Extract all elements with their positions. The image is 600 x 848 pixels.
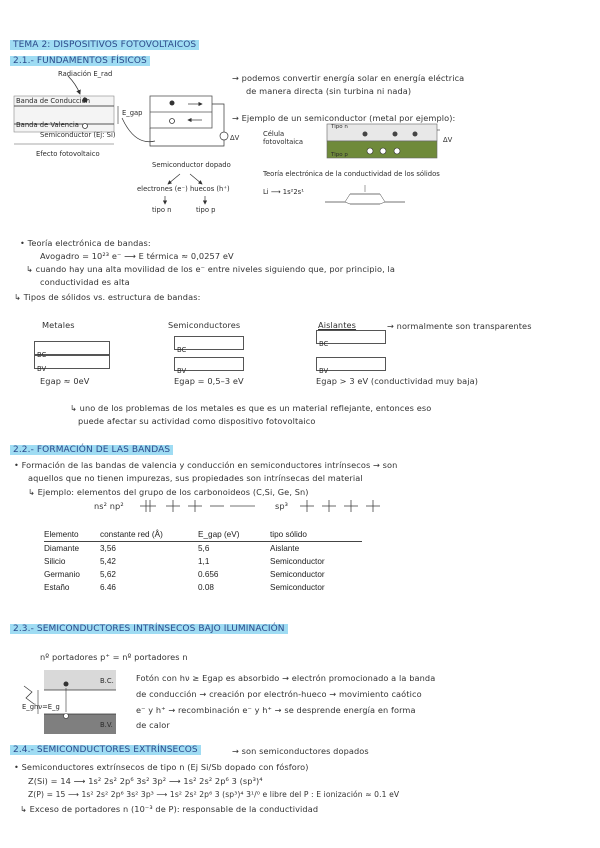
elements-table xyxy=(44,528,362,594)
table-row xyxy=(44,568,362,581)
insulators-label: Aislantes xyxy=(318,320,357,330)
cell-av-label: ΔV xyxy=(443,136,453,144)
metal-note-2: puede afectar su actividad como dispositivo fotovoltaico xyxy=(78,416,316,426)
ill-bv-label: B.V. xyxy=(100,721,113,729)
egap-label: E_gap xyxy=(122,109,143,117)
ins-bv-box: BV xyxy=(316,357,386,371)
ill-eg-label: E_g xyxy=(22,703,35,711)
semiconductor-label: Semiconductor (Ej: Si) xyxy=(40,131,116,139)
doped-label: Semiconductor dopado xyxy=(152,161,231,169)
conductivity-line: conductividad es alta xyxy=(40,277,130,287)
table-cell: 0.08 xyxy=(198,583,214,592)
table-cell: Estaño xyxy=(44,583,70,592)
semi-bc-box: BC xyxy=(174,336,244,350)
table-cell: 0.656 xyxy=(198,570,219,579)
table-cell: Semiconductor xyxy=(270,570,325,579)
table-header: Elemento xyxy=(44,528,100,542)
metal-egap: Egap ≈ 0eV xyxy=(40,376,90,386)
table-cell: Diamante xyxy=(44,544,80,553)
semiconductors-label: Semiconductores xyxy=(168,320,241,330)
table-cell: Aislante xyxy=(270,544,300,553)
s24-line2: Z(Si) = 14 ⟶ 1s² 2s² 2p⁶ 3s² 3p² ⟶ 1s² 2s² 2p⁶ 3 (sp³)⁴ xyxy=(28,776,263,786)
solid-theory-label: Teoría electrónica de la conductividad de los sólidos xyxy=(263,170,440,178)
note-example: → Ejemplo de un semiconductor (metal por ejemplo): xyxy=(232,113,456,123)
carriers-line: nº portadores p⁺ = nº portadores n xyxy=(40,652,188,662)
li-orbital-figure xyxy=(320,180,410,214)
table-header: E_gap (eV) xyxy=(198,528,270,542)
mobility-line: ↳ cuando hay una alta movilidad de los e⁻ entre niveles siguiendo que, por principio, la xyxy=(26,264,395,274)
s23-line4: de calor xyxy=(136,720,170,730)
s23-line2: de conducción → creación por electrón-hueco → movimiento caótico xyxy=(136,689,422,699)
cell-type-n: Tipo n xyxy=(331,124,348,130)
conduction-band-label: Banda de Conducción xyxy=(16,97,91,105)
type-n-label: tipo n xyxy=(152,206,172,214)
table-cell: Germanio xyxy=(44,570,80,579)
table-cell: 3,56 xyxy=(100,544,116,553)
section-2-3-title: 2.3.- SEMICONDUCTORES INTRÍNSECOS BAJO ILUMINACIÓN xyxy=(10,624,288,634)
section-2-2-title: 2.2.- FORMACIÓN DE LAS BANDAS xyxy=(10,445,173,455)
insulators-note: → normalmente son transparentes xyxy=(387,321,532,331)
metal-bc-box: BC xyxy=(34,341,110,355)
s24-line1: • Semiconductores extrínsecos de tipo n (Ej Si/Sb dopado con fósforo) xyxy=(14,762,309,772)
table-row xyxy=(44,581,362,594)
band-theory-title: • Teoría electrónica de bandas: xyxy=(20,238,151,248)
note-convert-energy: → podemos convertir energía solar en energía eléctrica xyxy=(232,73,465,83)
s23-line1: Fotón con hν ≥ Egap es absorbido → electrón promocionado a la banda xyxy=(136,673,436,683)
av-label: ΔV xyxy=(230,134,240,142)
table-cell: 5,6 xyxy=(198,544,210,553)
s22-line1: • Formación de las bandas de valencia y conducción en semiconductores intrínsecos → son xyxy=(14,460,398,470)
table-cell: Silicio xyxy=(44,557,66,566)
pv-effect-label: Efecto fotovoltaico xyxy=(36,150,100,158)
config-label: ns² np² xyxy=(94,501,124,511)
metals-label: Metales xyxy=(42,320,75,330)
type-p-label: tipo p xyxy=(196,206,216,214)
semi-bv-box: BV xyxy=(174,357,244,371)
table-cell: 6.46 xyxy=(100,583,116,592)
ins-bc-box: BC xyxy=(316,330,386,344)
semi-egap: Egap = 0,5–3 eV xyxy=(174,376,244,386)
solid-types-line: ↳ Tipos de sólidos vs. estructura de bandas: xyxy=(14,292,201,302)
ill-hv-label: hν=E_g xyxy=(34,703,60,711)
note-direct: de manera directa (sin turbina ni nada) xyxy=(246,86,412,96)
table-cell: 1,1 xyxy=(198,557,210,566)
table-cell: Semiconductor xyxy=(270,557,325,566)
avogadro-line: Avogadro = 10²³ e⁻ ⟶ E térmica ≈ 0,0257 eV xyxy=(40,251,234,261)
ill-bc-label: B.C. xyxy=(100,677,114,685)
s24-line3: Z(P) = 15 ⟶ 1s² 2s² 2p⁶ 3s² 3p³ ⟶ 1s² 2s² 2p⁶ 3 (sp³)⁴ 3¹/⁰ e libre del P : E ionización ≈ 0.1 eV xyxy=(28,790,400,799)
table-cell: 5,42 xyxy=(100,557,116,566)
s24-title-note: → son semiconductores dopados xyxy=(232,746,369,756)
section-2-1-title: 2.1.- FUNDAMENTOS FÍSICOS xyxy=(10,56,150,66)
holes-label: huecos (h⁺) xyxy=(190,185,230,193)
hybridization-figure xyxy=(140,496,400,520)
sp3-label: sp³ xyxy=(275,501,289,511)
metal-bv-box: BV xyxy=(34,355,110,369)
radiation-label: Radiación E_rad xyxy=(58,70,113,78)
li-config: Li ⟶ 1s²2s¹ xyxy=(263,188,304,196)
cell-type-p: Tipo p xyxy=(331,152,348,158)
s22-line2: aquellos que no tienen impurezas, sus propiedades son intrínsecas del material xyxy=(28,473,363,483)
ins-egap: Egap > 3 eV (conductividad muy baja) xyxy=(316,376,479,386)
section-2-4-title: 2.4.- SEMICONDUCTORES EXTRÍNSECOS xyxy=(10,745,201,755)
electrons-label: electrones (e⁻) xyxy=(137,185,188,193)
s23-line3: e⁻ y h⁺ → recombinación e⁻ y h⁺ → se desprende energía en forma xyxy=(136,705,416,715)
table-header: tipo sólido xyxy=(270,528,362,542)
pv-cell-label: Célula fotovoltaica xyxy=(263,130,304,146)
tema-title: TEMA 2: DISPOSITIVOS FOTOVOLTAICOS xyxy=(10,40,199,50)
table-row xyxy=(44,555,362,568)
table-header: constante red (Å) xyxy=(100,528,198,542)
s24-line4: ↳ Exceso de portadores n (10⁻³ de P): responsable de la conductividad xyxy=(20,804,319,814)
table-header-row xyxy=(44,528,362,542)
table-cell: 5,62 xyxy=(100,570,116,579)
valence-band-label: Banda de Valencia xyxy=(16,121,79,129)
metal-note-1: ↳ uno de los problemas de los metales es que es un material reflejante, entonces eso xyxy=(70,403,432,413)
table-cell: Semiconductor xyxy=(270,583,325,592)
s22-line3: ↳ Ejemplo: elementos del grupo de los carbonoideos (C,Si, Ge, Sn) xyxy=(28,487,309,497)
table-row xyxy=(44,542,362,556)
